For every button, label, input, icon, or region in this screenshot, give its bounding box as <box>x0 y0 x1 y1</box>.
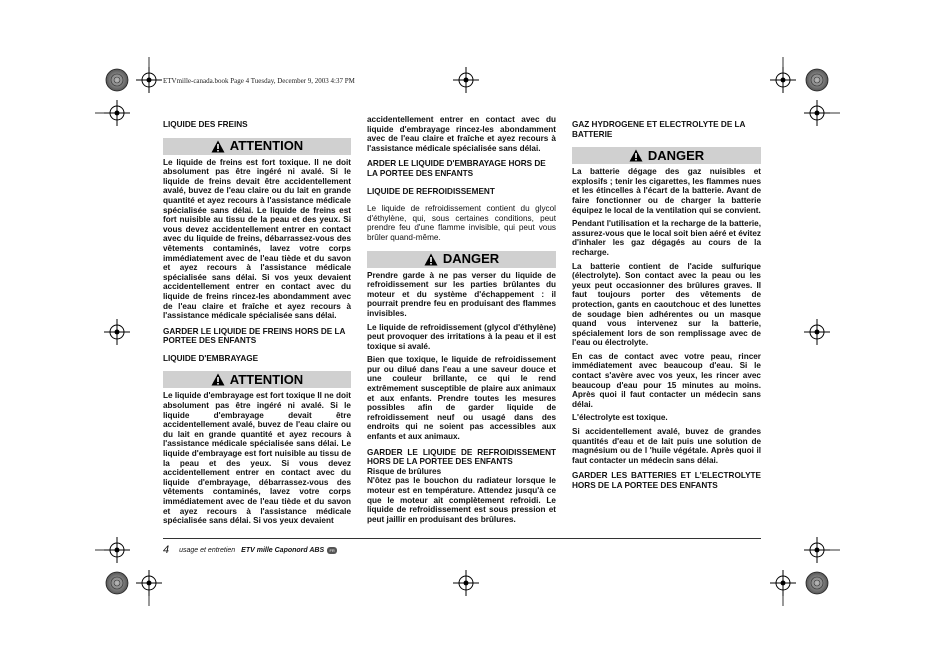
coolant-danger-text-1: Prendre garde à ne pas verser du liquide de refroidissement sur les parties brûlantes du moteur et du système d'échappement : il pourrait prendre feu en produisant des flammes invisibles. <box>367 270 556 318</box>
battery-text-4: En cas de contact avec votre peau, rincer immédiatement avec beaucoup d'eau. Si le contact s'avère avec vos yeux, les rincer avec beaucoup d'eau pour 15 minutes au moins. Après quoi il faut contacter un médecin sans délai. <box>572 351 761 409</box>
section-title-battery: GAZ HYDROGENE ET ELECTROLYTE DE LA BATTERIE <box>572 120 746 139</box>
brake-fluid-warning-text: Le liquide de freins est fort toxique. Il ne doit absolument pas être ingéré ni avalé. Si le liquide de freins devait être accidentellement avalé, buvez de l'eau claire ou du lait en grande quantité et ayez recours à l'assistance médicale spécialisée sans délai. Le liquide de freins est fort nuisible au tissu de la peau et des yeux. Si vous devez accidentellement entrer en contact avec du liquide de freins, débarrassez-vous des vêtements contaminés, lavez votre corps immédiatement avec de l'eau tiède et du savon et ayez recours à l'assistance médicale spécialisée sans délai. Si vos yeux devaient accidentellement entrer en contact avec du liquide de freins rincez-les abondamment avec de l'eau claire et fraîche et ayez recours à l'assistance médicale spécialisée sans délai. <box>163 157 351 321</box>
clutch-fluid-warning-text: Le liquide d'embrayage est fort toxique Il ne doit absolument pas être ingéré ni avalé. Si le liquide d'embrayage devait être accidentellement avalé, buvez de l'eau claire ou du lait en grande quantité et ayez recours à l'assistance médicale spécialisée sans délai. Le liquide d'embrayage est fort nuisible au tissu de la peau et des yeux. Si vous devez accidentellement entrer en contact avec du liquide d'embrayage, débarrassez-vous des vêtements contaminés, lavez votre corps immédiatement avec de l'eau tiède et du savon et ayez recours à l'assistance médicale spécialisée sans délai. Si vos yeux devaient <box>163 391 352 526</box>
danger-label: DANGER <box>442 251 500 267</box>
column-battery <box>572 120 761 495</box>
clutch-fluid-warning-continued: accidentellement entrer en contact avec du liquide d'embrayage rincez-les abondamment avec de l'eau claire et fraîche et ayez recours à l'assistance médicale spécialisée sans délai. <box>367 115 556 153</box>
attention-banner-2 <box>163 371 351 388</box>
section-title-brake-fluid: LIQUIDE DES FREINS <box>163 120 248 129</box>
battery-text-1: La batterie dégage des gaz nuisibles et explosifs ; tenir les cigarettes, les flammes nues et les étincelles à l'écart de la batterie. Avant de faire fonctionner ou de charger la batterie équipez le local de la ventilation qui se convient. <box>572 167 761 215</box>
keep-coolant-away: GARDER LE LIQUIDE DE REFROIDISSEMENT HORS DE LA PORTEE DES ENFANTS <box>367 447 556 467</box>
attention-banner <box>163 138 351 155</box>
battery-text-5: L'électrolyte est toxique. <box>572 413 668 423</box>
page-footer <box>163 544 337 556</box>
battery-text-3: La batterie contient de l'acide sulfurique (électrolyte). Son contact avec la peau ou les yeux peut occasionner des brûlures graves. Il faut toujours porter des vêtements de protection, gants en caoutchouc et des lunettes de soudage bien adhérentes ou un masque quand vous intervenez sur la batterie, spécialement lors de son remplissage avec de l'eau ou électrolyte. <box>572 261 761 348</box>
column-clutch-coolant <box>367 115 556 528</box>
footer-rule <box>163 538 761 539</box>
burn-risk-title: Risque de brûlures <box>367 466 442 476</box>
coolant-danger-text-2: Le liquide de refroidissement (glycol d'éthylène) peut provoquer des irritations à la peau et il est toxique si avalé. <box>367 322 556 351</box>
battery-text-2: Pendant l'utilisation et la recharge de la batterie, assurez-vous que le local soit bien aéré et évitez d'inhaler les gaz dégagés au cours de la recharge. <box>572 219 761 257</box>
section-title-clutch-fluid: LIQUIDE D'EMBRAYAGE <box>163 353 259 363</box>
attention-label: ATTENTION <box>229 138 304 154</box>
section-title-coolant: LIQUIDE DE REFROIDISSEMENT <box>367 186 495 196</box>
column-brake-clutch <box>163 120 351 530</box>
warning-triangle-icon <box>629 149 643 162</box>
footer-model-name: ETV mille Caponord ABS <box>241 546 325 554</box>
warning-triangle-icon <box>211 373 225 386</box>
danger-banner <box>367 251 556 268</box>
keep-clutch-fluid-away: ARDER LE LIQUIDE D'EMBRAYAGE HORS DE LA PORTEE DES ENFANTS <box>367 159 546 178</box>
page-number: 4 <box>163 544 170 556</box>
danger-label: DANGER <box>647 147 705 163</box>
warning-triangle-icon <box>424 253 438 266</box>
keep-brake-fluid-away: GARDER LE LIQUIDE DE FREINS HORS DE LA PORTEE DES ENFANTS <box>163 326 346 346</box>
coolant-danger-text-3: Bien que toxique, le liquide de refroidissement pur ou dilué dans l'eau a une saveur douce et une couleur brillante, ce qui le rend extrêmement susceptible de plaire aux animaux et aux enfants. Prendre toutes les mesures possibles afin de garder liquide de refroidissement neuf ou usagé dans des endroits qui ne soient pas accessibles aux enfants et aux animaux. <box>367 355 556 442</box>
burn-risk-text: N'ôtez pas le bouchon du radiateur lorsque le moteur est en température. Attendez jusqu'à ce que le moteur ait complètement refroidi. Le liquide de refroidissement est sous pression et peut jaillir en produisant des brûlures. <box>367 476 556 524</box>
battery-text-6: Si accidentellement avalé, buvez de grandes quantités d'eau et de lait puis une solution de magnésium ou de l 'huile végétale. Après quoi il faut contacter un médecin sans délai. <box>572 427 761 465</box>
book-header-line: ETVmille-canada.book Page 4 Tuesday, December 9, 2003 4:37 PM <box>163 77 355 85</box>
footer-guide-label: usage et entretien <box>179 546 236 554</box>
warning-triangle-icon <box>211 140 225 153</box>
language-badge: FR <box>327 547 337 554</box>
coolant-intro-text: Le liquide de refroidissement contient du glycol d'éthylène, qui, sous certaines conditions, peut prendre feu d'une flamme invisible, qui peut vous brûler quand-même. <box>367 204 556 242</box>
danger-banner-battery <box>572 147 761 164</box>
attention-label: ATTENTION <box>229 372 304 388</box>
keep-battery-away: GARDER LES BATTERIES ET L'ELECTROLYTE HORS DE LA PORTEE DES ENFANTS <box>572 471 761 490</box>
